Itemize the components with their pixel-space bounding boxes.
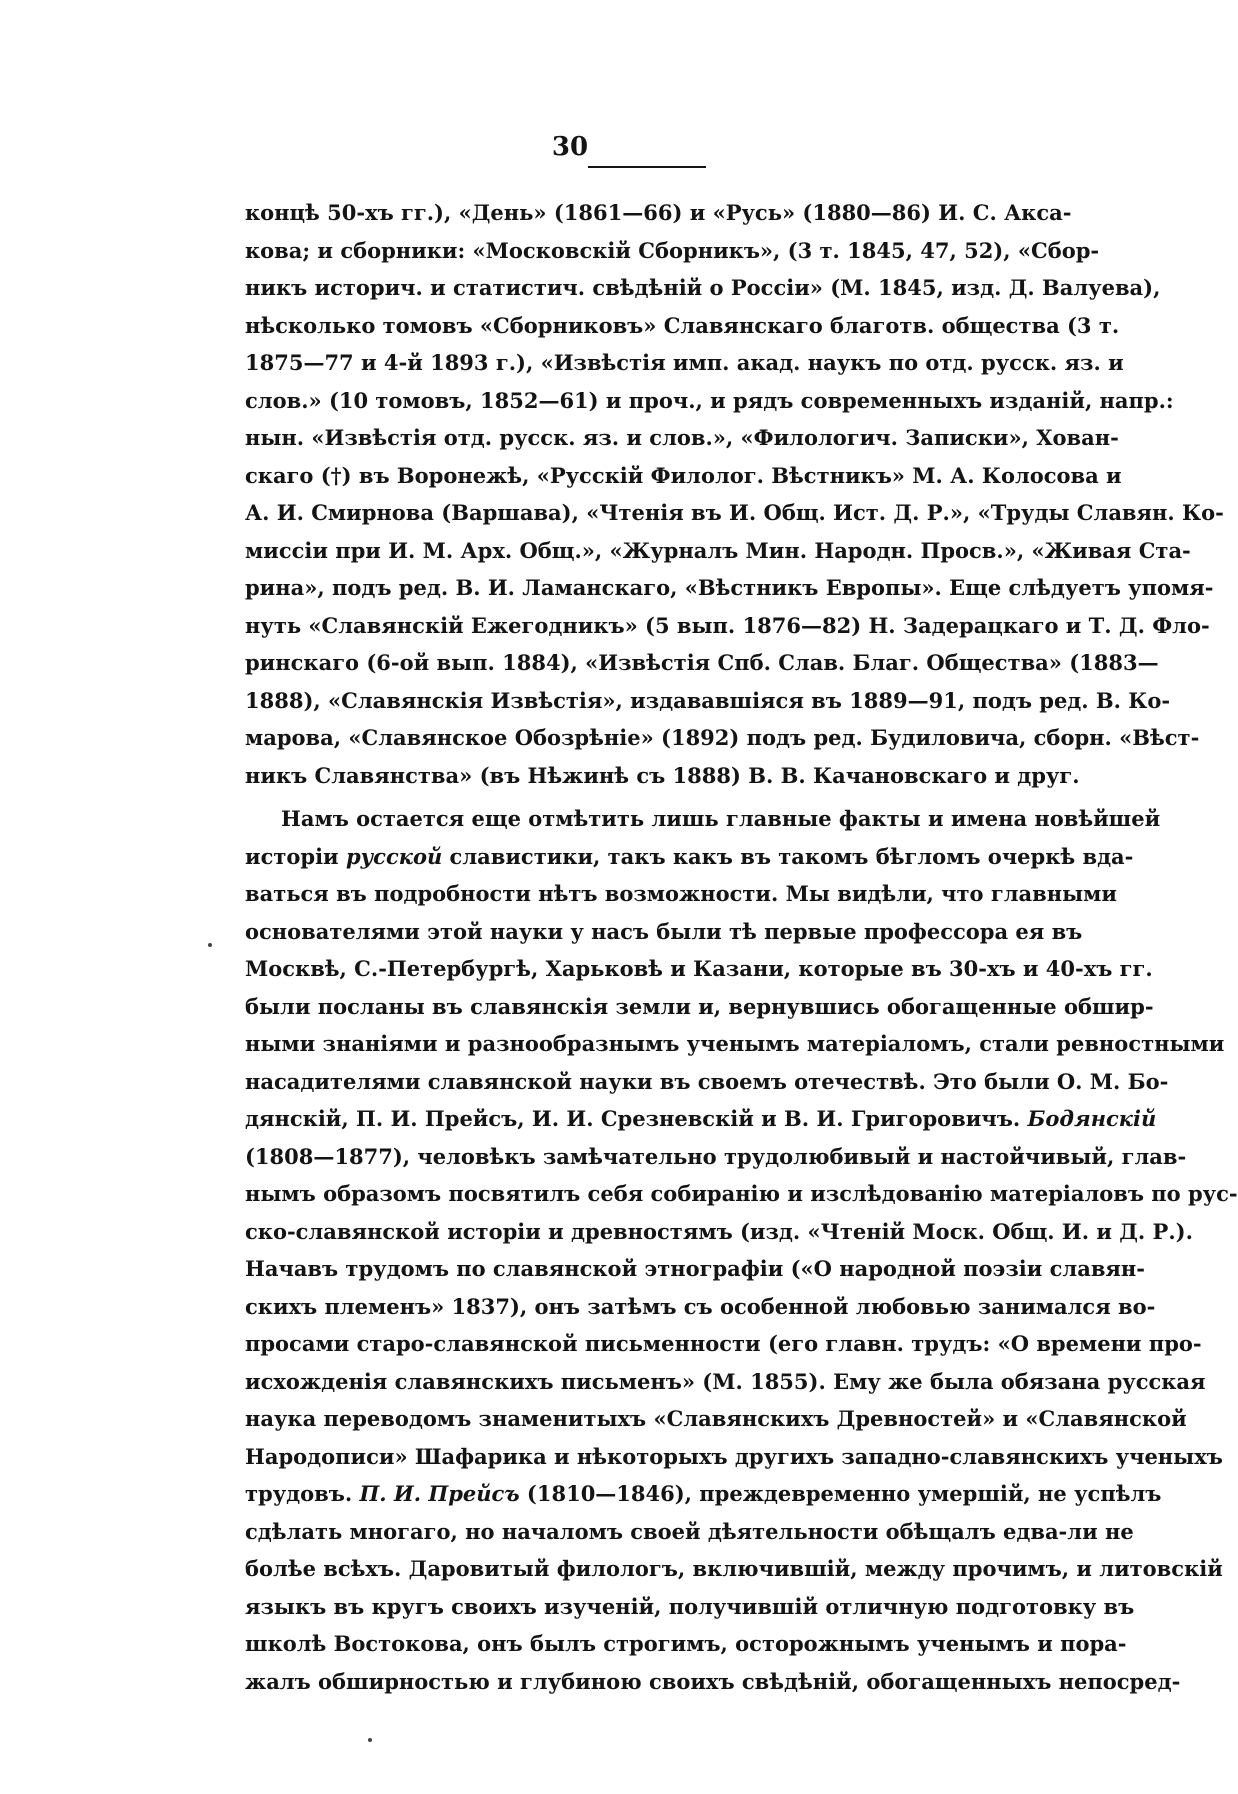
text-line: языкъ въ кругъ своихъ изученій, получившій отличную подготовку въ: [245, 1593, 1135, 1619]
text-line: концѣ 50-хъ гг.), «День» (1861—66) и «Русь» (1880—86) И. С. Акса-: [245, 200, 1072, 225]
text-line: [245, 1475, 1162, 1513]
italic-name: Бодянскій: [1027, 1106, 1157, 1131]
text-run: трудовъ.: [245, 1481, 360, 1506]
text-line: [245, 1100, 1157, 1138]
text-line: Народописи» Шафарика и нѣкоторыхъ другихъ западно-славянскихъ ученыхъ: [245, 1443, 1223, 1469]
text-line: никъ историч. и статистич. свѣдѣній о Россіи» (М. 1845, изд. Д. Валуева),: [245, 275, 1161, 300]
text-line: нѣсколько томовъ «Сборниковъ» Славянскаго благотв. общества (3 т.: [245, 312, 1120, 338]
paragraph-1: [245, 194, 1224, 794]
text-line: скаго (†) въ Воронежѣ, «Русскій Филолог. Вѣстникъ» М. А. Колосова и: [245, 462, 1122, 488]
text-line: (1808—1877), человѣкъ замѣчательно трудолюбивый и настойчивый, глав-: [245, 1143, 1187, 1169]
text-line: 1875—77 и 4-й 1893 г.), «Извѣстія имп. акад. наукъ по отд. русск. яз. и: [245, 350, 1124, 375]
text-line: слов.» (10 томовъ, 1852—61) и проч., и рядъ современныхъ изданій, напр.:: [245, 387, 1174, 413]
text-line: А. И. Смирнова (Варшава), «Чтенія въ И. Общ. Ист. Д. Р.», «Труды Славян. Ко-: [245, 500, 1224, 525]
text-line: жалъ обширностью и глубиною своихъ свѣдѣній, обогащенныхъ непосред-: [245, 1668, 1181, 1694]
text-line: ско-славянской исторіи и древностямъ (изд. «Чтеній Моск. Общ. И. и Д. Р.).: [245, 1218, 1193, 1244]
text-line: просами старо-славянской письменности (его главн. трудъ: «О времени про-: [245, 1331, 1202, 1356]
text-line: скихъ племенъ» 1837), онъ затѣмъ съ особенной любовью занимался во-: [245, 1293, 1156, 1319]
text-line: основателями этой науки у насъ были тѣ первые профессора ея въ: [245, 918, 1083, 944]
paragraph-2: [245, 800, 1238, 1700]
text-line: нуть «Славянскій Ежегодникъ» (5 вып. 1876—82) Н. Задерацкаго и Т. Д. Фло-: [245, 612, 1210, 638]
text-run: (1810—1846), преждевременно умершій, не успѣлъ: [519, 1481, 1162, 1506]
text-line: ными знаніями и разнообразнымъ ученымъ матеріаломъ, стали ревностными: [245, 1031, 1225, 1056]
text-line: Москвѣ, С.-Петербургѣ, Харьковѣ и Казани, которые въ 30-хъ и 40-хъ гг.: [245, 956, 1153, 981]
text-line: никъ Славянства» (въ Нѣжинѣ съ 1888) В. В. Качановскаго и друг.: [245, 762, 1080, 788]
text-line: 1888), «Славянскія Извѣстія», издававшіяся въ 1889—91, подъ ред. В. Ко-: [245, 687, 1171, 713]
text-run: славистики, такъ какъ въ такомъ бѣгломъ очеркѣ вда-: [442, 843, 1134, 869]
text-line: насадителями славянской науки въ своемъ отечествѣ. Это были О. М. Бо-: [245, 1068, 1169, 1094]
text-line: кова; и сборники: «Московскій Сборникъ», (3 т. 1845, 47, 52), «Сбор-: [245, 237, 1100, 263]
text-line: школѣ Востокова, онъ былъ строгимъ, осторожнымъ ученымъ и пора-: [245, 1631, 1127, 1656]
text-line: нымъ образомъ посвятилъ себя собиранію и изслѣдованію матеріаловъ по рус-: [245, 1181, 1238, 1206]
margin-dot: [208, 943, 212, 947]
text-line: были посланы въ славянскія земли и, вернувшись обогащенные обшир-: [245, 993, 1154, 1019]
text-line: ринскаго (6-ой вып. 1884), «Извѣстія Спб. Слав. Благ. Общества» (1883—: [245, 650, 1159, 675]
text-line: наука переводомъ знаменитыхъ «Славянскихъ Древностей» и «Славянской: [245, 1406, 1187, 1431]
text-run: исторіи: [245, 843, 346, 869]
text-line: марова, «Славянское Обозрѣніе» (1892) подъ ред. Будиловича, сборн. «Вѣст-: [245, 725, 1200, 750]
text-run: дянскій, П. И. Прейсъ, И. И. Срезневскій и В. И. Григоровичъ.: [245, 1106, 1028, 1131]
text-line: ваться въ подробности нѣтъ возможности. Мы видѣли, что главными: [245, 881, 1117, 906]
body-text: [245, 194, 1238, 1700]
text-line: болѣе всѣхъ. Даровитый филологъ, включившій, между прочимъ, и литовскій: [245, 1556, 1223, 1581]
italic-term: русской: [345, 843, 443, 869]
page-number: 30: [551, 132, 589, 162]
text-line: рина», подъ ред. В. И. Ламанскаго, «Вѣстникъ Европы». Еще слѣдуетъ упомя-: [245, 575, 1214, 600]
italic-name: П. И. Прейсъ: [359, 1481, 520, 1506]
margin-dot: [368, 1738, 372, 1742]
text-line: миссіи при И. М. Арх. Общ.», «Журналъ Мин. Народн. Просв.», «Живая Ста-: [245, 537, 1191, 563]
text-line: Начавъ трудомъ по славянской этнографіи («О народной поэзіи славян-: [245, 1256, 1146, 1281]
text-line: сдѣлать многаго, но началомъ своей дѣятельности обѣщалъ едва-ли не: [245, 1518, 1134, 1544]
text-line: Намъ остается еще отмѣтить лишь главные факты и имена новѣйшей: [281, 806, 1161, 831]
text-line: [245, 838, 1134, 876]
text-line: нын. «Извѣстія отд. русск. яз. и слов.», «Филологич. Записки», Хован-: [245, 425, 1119, 450]
text-line: исхожденія славянскихъ письменъ» (М. 1855). Ему же была обязана русская: [245, 1368, 1206, 1394]
page-number-rule: [588, 166, 706, 168]
